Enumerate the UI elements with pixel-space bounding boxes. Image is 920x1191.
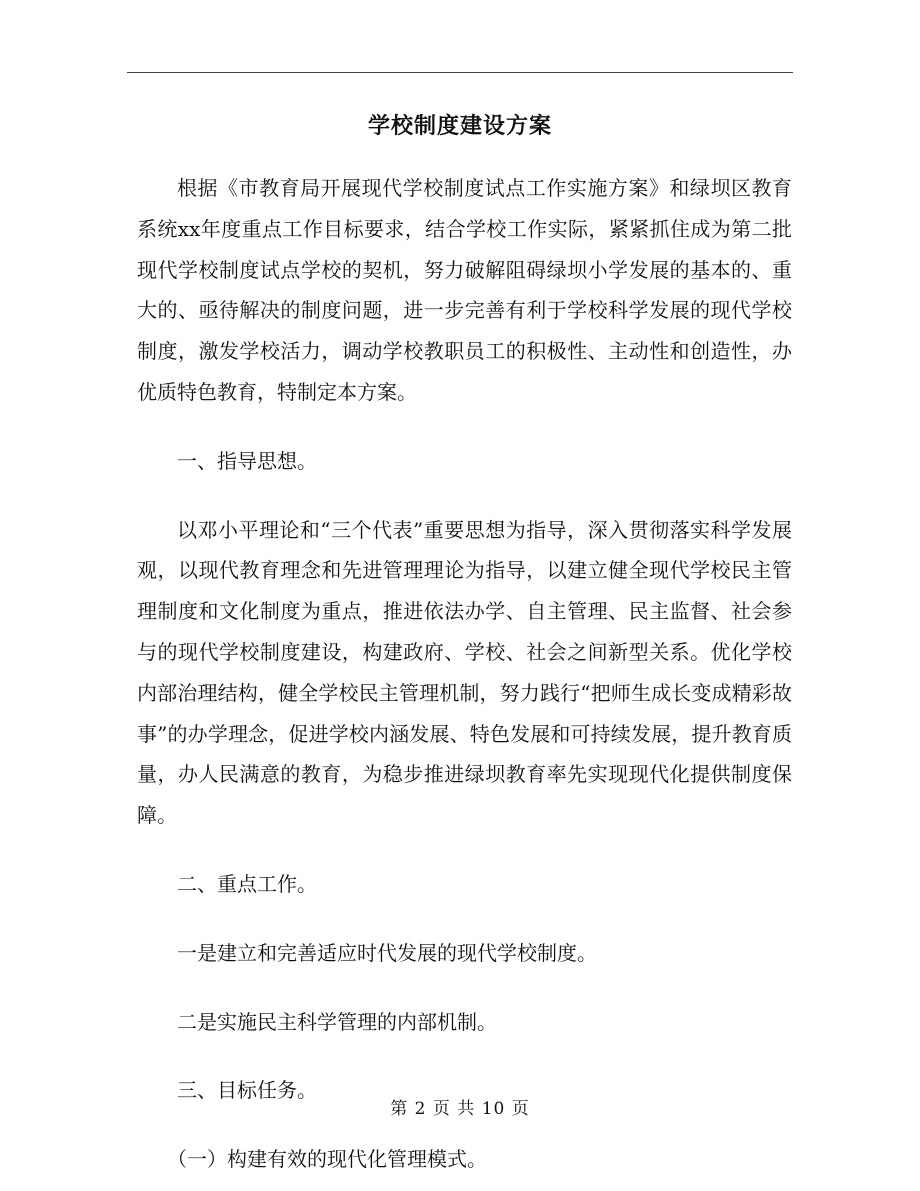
paragraph-intro: 根据《市教育局开展现代学校制度试点工作实施方案》和绿坝区教育系统xx年度重点工作目标要求，结合学校工作实际，紧紧抓住成为第二批现代学校制度试点学校的契机，努力破解阻碍绿坝小学发展的基本的、重大的、亟待解决的制度问题，进一步完善有利于学校科学发展的现代学校制度，激发学校活力，调动学校教职员工的积极性、主动性和创造性，办优质特色教育，特制定本方案。 <box>137 176 792 404</box>
heading-goals: 三、目标任务。 <box>177 1078 317 1103</box>
paragraph-key-work-2: 二是实施民主科学管理的内部机制。 <box>177 1009 497 1034</box>
paragraph-guiding-thought: 以邓小平理论和“三个代表”重要思想为指导，深入贯彻落实科学发展观，以现代教育理念和先进管理理论为指导，以建立健全现代学校民主管理制度和文化制度为重点，推进依法办学、自主管理、民主监督、社会参与的现代学校制度建设，构建政府、学校、社会之间新型关系。优化学校内部治理结构，健全学校民主管理机制，努力践行“把师生成长变成精彩故事”的办学理念，促进学校内涵发展、特色发展和可持续发展，提升教育质量，办人民满意的教育，为稳步推进绿坝教育率先实现现代化提供制度保障。 <box>137 517 792 828</box>
document-body <box>137 168 792 1180</box>
heading-key-work: 二、重点工作。 <box>177 871 317 896</box>
subheading-management-model: （一）构建有效的现代化管理模式。 <box>167 1147 487 1172</box>
page-number: 第 2 页 共 10 页 <box>390 1099 530 1119</box>
heading-guiding-thought: 一、指导思想。 <box>177 448 317 473</box>
header-rule <box>127 72 793 73</box>
document-title: 学校制度建设方案 <box>367 113 552 139</box>
paragraph-key-work-1: 一是建立和完善适应时代发展的现代学校制度。 <box>177 940 597 965</box>
